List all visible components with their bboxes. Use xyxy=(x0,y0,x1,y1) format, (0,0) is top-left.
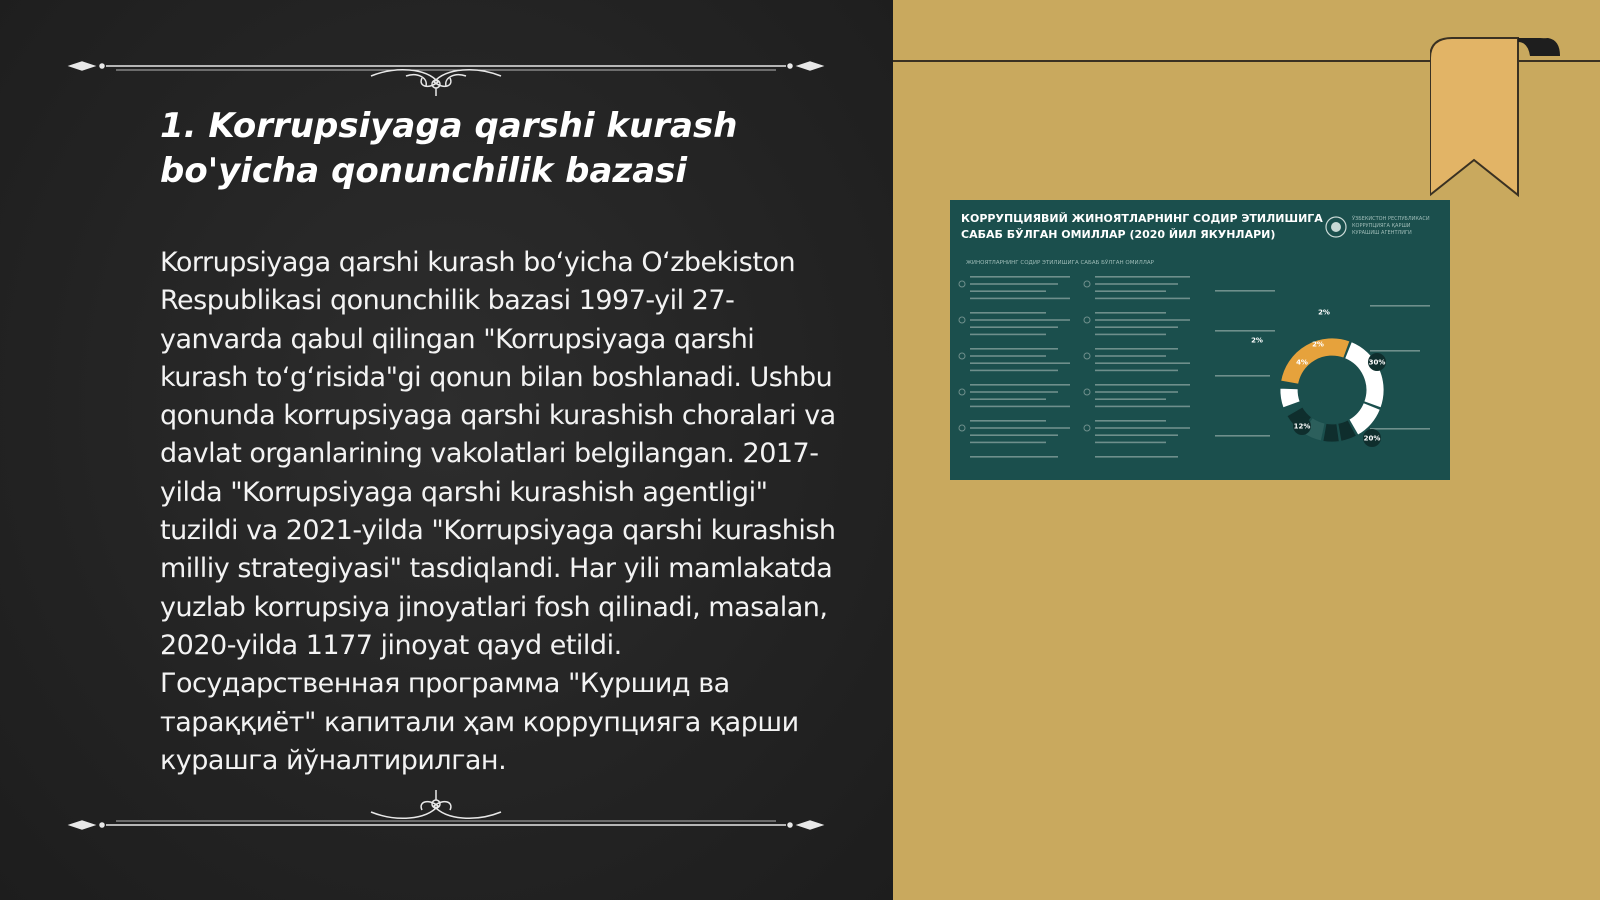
text-line-placeholder xyxy=(970,391,1058,393)
text-line-placeholder xyxy=(970,326,1058,328)
donut-percent-label: 4% xyxy=(1296,358,1308,367)
text-line-placeholder xyxy=(970,283,1058,285)
text-line-placeholder xyxy=(970,334,1046,336)
text-line-placeholder xyxy=(970,420,1046,422)
donut-segment xyxy=(1345,342,1384,408)
donut-percent-label: 2% xyxy=(1318,308,1330,317)
infographic-subtitle: ЖИНОЯТЛАРНИНГ СОДИР ЭТИЛИШИГА САБАБ БЎЛГАН ОМИЛЛАР xyxy=(966,260,1154,266)
text-line-placeholder xyxy=(1095,420,1166,422)
bookmark-ribbon-icon xyxy=(1430,30,1590,205)
text-line-placeholder xyxy=(970,276,1070,278)
bullet-icon xyxy=(1084,281,1090,287)
callout-text-placeholder xyxy=(1370,428,1430,430)
bullet-icon xyxy=(959,389,965,395)
text-line-placeholder xyxy=(1095,355,1166,357)
bullet-icon xyxy=(959,425,965,431)
callout-text-placeholder xyxy=(1215,375,1270,377)
text-line-placeholder xyxy=(1095,348,1178,350)
bullet-icon xyxy=(959,281,965,287)
donut-percent-label: 2% xyxy=(1312,340,1324,349)
bullet-icon xyxy=(959,317,965,323)
text-line-placeholder xyxy=(1095,326,1178,328)
callout-text-placeholder xyxy=(1215,290,1275,292)
text-line-placeholder xyxy=(1095,370,1178,372)
text-line-placeholder xyxy=(970,319,1070,321)
text-line-placeholder xyxy=(1095,384,1190,386)
text-line-placeholder xyxy=(970,398,1046,400)
text-line-placeholder xyxy=(970,348,1058,350)
infographic-image xyxy=(950,200,1450,480)
text-line-placeholder xyxy=(970,362,1070,364)
slide-body-text: Korrupsiyaga qarshi kurash bo‘yicha O‘zbekiston Respublikasi qonunchilik bazasi 1997-yil 27-yanvarda qabul qilingan "Korrupsiyaga qarshi kurash to‘g‘risida"gi qonun bilan boshlanadi. Ushbu qonunda korrupsiyaga qarshi kurashish choralari va davlat organlarining vakolatlari belgilangan. 2017-yilda "Korrupsiyaga qarshi kurashish agentligi" tuzildi va 2021-yilda "Korrupsiyaga qarshi kurashish milliy strategiyasi" tasdiqlandi. Har yili mamlakatda yuzlab korrupsiya jinoyatlari fosh qilinadi, masalan, 2020-yilda 1177 jinoyat qayd etildi. Государственная программа "Куршид ва тараққиёт" капитали ҳам коррупцияга қарши курашга йўналтирилган. xyxy=(160,247,836,776)
text-line-placeholder xyxy=(970,355,1046,357)
text-line-placeholder xyxy=(1095,398,1166,400)
infographic-org-name: ЎЗБЕКИСТОН РЕСПУБЛИКАСИ КОРРУПЦИЯГА ҚАРШИ КУРАШИШ АГЕНТЛИГИ xyxy=(1352,216,1430,236)
text-line-placeholder xyxy=(1095,319,1190,321)
text-line-placeholder xyxy=(1095,456,1178,458)
text-line-placeholder xyxy=(970,298,1070,300)
text-line-placeholder xyxy=(1095,283,1178,285)
text-line-placeholder xyxy=(970,434,1058,436)
text-line-placeholder xyxy=(1095,427,1190,429)
donut-percent-label: 2% xyxy=(1251,336,1263,345)
donut-percent-label: 12% xyxy=(1293,422,1311,431)
text-line-placeholder xyxy=(970,290,1046,292)
callout-text-placeholder xyxy=(1215,435,1270,437)
text-line-placeholder xyxy=(1095,312,1166,314)
text-line-placeholder xyxy=(1095,391,1178,393)
callout-text-placeholder xyxy=(1370,350,1420,352)
text-line-placeholder xyxy=(1095,406,1190,408)
bullet-icon xyxy=(1084,353,1090,359)
slide-title: 1. Korrupsiyaga qarshi kurash bo'yicha qonunchilik bazasi xyxy=(160,106,738,191)
text-line-placeholder xyxy=(970,427,1070,429)
text-line-placeholder xyxy=(970,456,1058,458)
infographic-title: КОРРУПЦИЯВИЙ ЖИНОЯТЛАРНИНГ СОДИР ЭТИЛИШИГА САБАБ БЎЛГАН ОМИЛЛАР (2020 ЙИЛ ЯКУНЛАРИ) xyxy=(961,212,1323,241)
donut-percent-label: 4% xyxy=(1284,391,1296,400)
text-line-placeholder xyxy=(1095,276,1190,278)
text-line-placeholder xyxy=(970,384,1070,386)
text-line-placeholder xyxy=(970,442,1046,444)
callout-text-placeholder xyxy=(1370,305,1430,307)
text-line-placeholder xyxy=(970,406,1070,408)
text-line-placeholder xyxy=(1095,334,1166,336)
text-line-placeholder xyxy=(1095,298,1190,300)
text-line-placeholder xyxy=(1095,442,1166,444)
text-line-placeholder xyxy=(1095,434,1178,436)
donut-percent-label: 20% xyxy=(1363,434,1381,443)
bullet-icon xyxy=(959,353,965,359)
donut-percent-label: 30% xyxy=(1368,358,1386,367)
bullet-icon xyxy=(1084,425,1090,431)
text-line-placeholder xyxy=(970,312,1046,314)
text-line-placeholder xyxy=(1095,290,1166,292)
ornament-bottom-divider xyxy=(66,782,826,842)
bullet-icon xyxy=(1084,389,1090,395)
bullet-icon xyxy=(1084,317,1090,323)
donut-segment xyxy=(1323,423,1339,442)
ornament-top-divider xyxy=(66,38,826,98)
text-line-placeholder xyxy=(1095,362,1190,364)
callout-text-placeholder xyxy=(1215,330,1275,332)
text-line-placeholder xyxy=(970,370,1058,372)
